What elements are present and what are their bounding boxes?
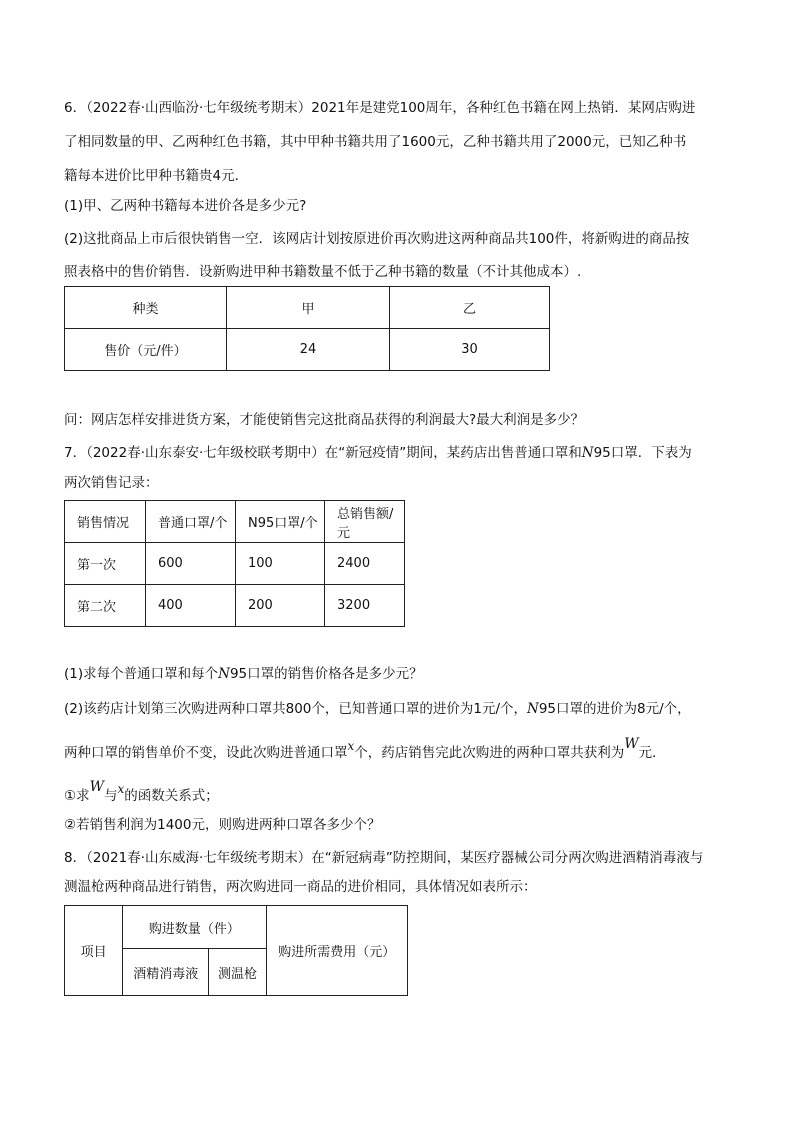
q7-part-2-n: N [527,701,539,717]
q7-line-1-text-b: 95口罩．下表为 [593,445,692,461]
table-cell: 售价（元/件） [65,329,227,371]
q7-sub-1 [64,779,219,806]
q7-sales-table [64,500,405,627]
table-cell: 第一次 [65,543,146,585]
q7-part-1-text-b: 95口罩的销售价格各是多少元？ [229,666,423,682]
table-row [65,906,408,949]
q7-part-2 [64,699,691,719]
q7-part-2-text-b: 95口罩的进价为8元/个， [538,701,691,717]
q7-part-1-n: N [218,666,230,682]
table-cell: 30 [390,329,550,371]
table-row [65,585,405,627]
q8-line-1: 8．（2021春·山东威海·七年级统考期末）在“新冠病毒”防控期间，某医疗器械公司分两次购进酒精消毒液与 [64,850,704,866]
q7-line-2: 两次销售记录： [64,475,159,491]
q7-sub-1-text-a: ①求 [64,788,90,804]
table-header-cell: N95口罩/个 [236,501,325,543]
q7-sub-1-text-c: 的函数关系式； [124,788,219,804]
q8-line-2: 测温枪两种商品进行销售，两次购进同一商品的进价相同，具体情况如表所示： [64,879,537,895]
table-header-cell: 种类 [65,287,227,329]
q7-line-1-n: N [581,445,594,461]
table-row [65,501,405,543]
table-cell: 2400 [325,543,405,585]
table-row [65,329,550,371]
table-header-cell: 甲 [227,287,390,329]
table-header-cell: 测温枪 [209,949,266,996]
q6-line-2: 了相同数量的甲、乙两种红色书籍，其中甲种书籍共用了1600元，乙种书籍共用了2000元，已知乙种书 [64,134,687,150]
q7-sub-1-text-b: 与 [104,788,118,804]
table-row [65,543,405,585]
table-header-cell: 购进所需费用（元） [266,906,407,996]
q7-part-2-line-2-text-b: 个，药店销售完此次购进的两种口罩共获利为 [354,745,625,761]
table-cell: 3200 [325,585,405,627]
q7-part-2-line-2-text-a: 两种口罩的销售单价不变，设此次购进普通口罩 [64,745,348,761]
variable-x: x [117,782,125,796]
q8-purchase-table [64,905,408,996]
table-cell: 100 [236,543,325,585]
variable-w: W [89,779,104,795]
table-cell: 200 [236,585,325,627]
table-header-cell: 销售情况 [65,501,146,543]
table-cell: 600 [146,543,236,585]
q7-part-2-line-2 [64,736,666,763]
q7-part-1 [64,664,423,684]
table-header-cell: 项目 [65,906,123,996]
q7-line-1-text-a: 7．（2022春·山东泰安·七年级校联考期中）在“新冠疫情”期间，某药店出售普通口罩和 [64,445,582,461]
q6-price-table [64,286,550,371]
table-header-cell: 总销售额/元 [325,501,405,543]
q7-part-1-text-a: (1)求每个普通口罩和每个 [64,666,219,682]
q7-sub-2: ②若销售利润为1400元，则购进两种口罩各多少个？ [64,817,381,833]
q6-line-3: 籍每本进价比甲种书籍贵4元． [64,168,249,184]
table-header-cell: 普通口罩/个 [146,501,236,543]
q6-part-1: (1)甲、乙两种书籍每本进价各是多少元? [64,198,307,214]
table-header-cell: 乙 [390,287,550,329]
table-header-cell: 酒精消毒液 [123,949,209,996]
q6-part-2-line-1: (2)这批商品上市后很快销售一空．该网店计划按原进价再次购进这两种商品共100件，将新购进的商品按 [64,231,690,247]
q7-line-1 [64,443,692,463]
q6-question: 问：网店怎样安排进货方案，才能使销售完这批商品获得的利润最大?最大利润是多少？ [64,412,585,428]
table-cell: 400 [146,585,236,627]
table-cell: 第二次 [65,585,146,627]
variable-x: x [347,739,355,753]
variable-w: W [624,736,639,752]
q7-part-2-line-2-text-c: 元． [638,745,666,761]
q6-line-1: 6．（2022春·山西临汾·七年级统考期末）2021年是建党100周年，各种红色书籍在网上热销．某网店购进 [64,100,696,116]
table-row [65,287,550,329]
q6-part-2-line-2: 照表格中的售价销售．设新购进甲种书籍数量不低于乙种书籍的数量（不计其他成本）. [64,264,582,280]
table-cell: 24 [227,329,390,371]
table-header-cell: 购进数量（件） [123,906,266,949]
q7-part-2-text-a: (2)该药店计划第三次购进两种口罩共800个，已知普通口罩的进价为1元/个， [64,701,528,717]
